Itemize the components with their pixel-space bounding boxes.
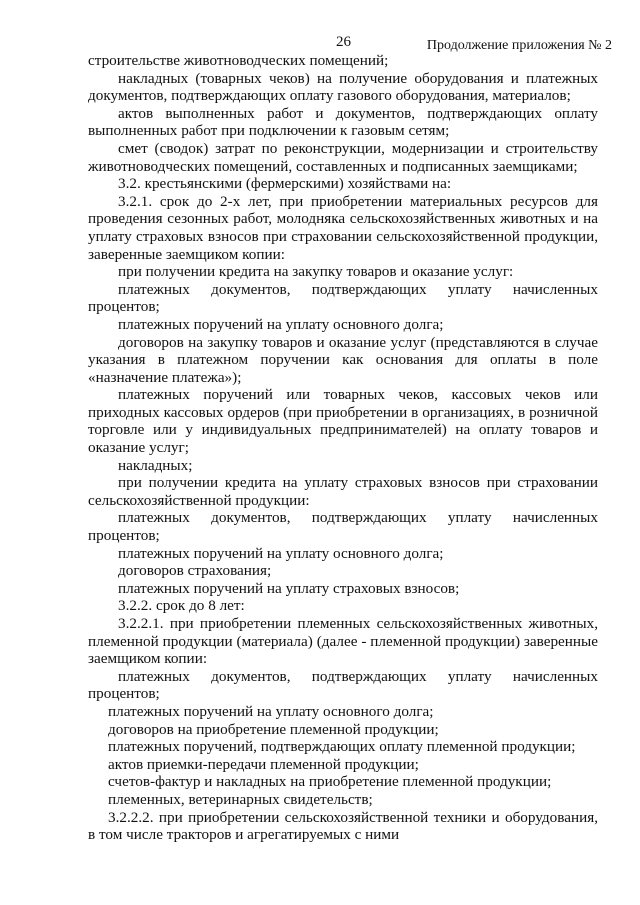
paragraph: счетов-фактур и накладных на приобретение племенной продукции; xyxy=(108,773,552,791)
paragraph: 3.2.2.1. при приобретении племенных сельскохозяйственных животных, племенной продукции (материала) (далее - племенной продукции) заверенные заемщиком копии: xyxy=(88,615,598,668)
paragraph: актов приемки-передачи племенной продукции; xyxy=(108,755,419,773)
paragraph: актов выполненных работ и документов, подтверждающих оплату выполненных работ при подключении к газовым сетям; xyxy=(88,104,598,140)
paragraph: платежных документов, подтверждающих уплату начисленных процентов; xyxy=(88,667,598,703)
paragraph: платежных поручений на уплату основного долга; xyxy=(108,702,434,720)
paragraph: договоров на приобретение племенной продукции; xyxy=(108,720,439,738)
paragraph: накладных (товарных чеков) на получение оборудования и платежных документов, подтверждающих оплату газового оборудования, материалов; xyxy=(88,69,598,105)
paragraph: 3.2.2.2. при приобретении сельскохозяйственной техники и оборудования, в том числе тракторов и агрегатируемых с ними xyxy=(88,808,598,844)
paragraph: платежных поручений или товарных чеков, кассовых чеков или приходных кассовых ордеров (при приобретении в организациях, в розничной торговле или у индивидуальных предпринимателей) на оплату товаров и оказание услуг; xyxy=(88,386,598,457)
section-heading: 3.2.2. срок до 8 лет: xyxy=(118,597,245,615)
paragraph: платежных поручений на уплату страховых взносов; xyxy=(118,579,460,597)
paragraph: смет (сводок) затрат по реконструкции, модернизации и строительству животноводческих помещений, составленных и подписанных заемщиками; xyxy=(88,139,598,175)
paragraph: при получении кредита на уплату страховых взносов при страховании сельскохозяйственной продукции: xyxy=(88,474,598,509)
paragraph: договоров страхования; xyxy=(118,562,272,580)
paragraph: платежных документов, подтверждающих уплату начисленных процентов; xyxy=(88,280,598,316)
section-heading: 3.2. крестьянскими (фермерскими) хозяйствами на: xyxy=(118,175,452,193)
paragraph: платежных поручений на уплату основного долга; xyxy=(118,544,444,562)
paragraph: платежных документов, подтверждающих уплату начисленных процентов; xyxy=(88,509,598,545)
paragraph: 3.2.1. срок до 2-х лет, при приобретении материальных ресурсов для проведения сезонных работ, молодняка сельскохозяйственных животных и на уплату страховых взносов при страховании сельскохозяйственной продукции, заверенные заемщиком копии: xyxy=(88,192,598,263)
appendix-note: Продолжение приложения № 2 xyxy=(426,38,612,53)
paragraph: племенных, ветеринарных свидетельств; xyxy=(108,790,373,808)
paragraph: договоров на закупку товаров и оказание услуг (представляются в случае указания в платежном поручении как основания для оплаты в поле «назначение платежа»); xyxy=(88,333,598,386)
paragraph: платежных поручений, подтверждающих оплату племенной продукции; xyxy=(108,738,576,756)
paragraph: накладных; xyxy=(118,456,193,474)
paragraph: строительстве животноводческих помещений; xyxy=(88,52,389,69)
paragraph: платежных поручений на уплату основного долга; xyxy=(118,315,444,333)
paragraph: при получении кредита на закупку товаров и оказание услуг: xyxy=(118,263,514,281)
document-body xyxy=(88,52,598,844)
page-number: 26 xyxy=(336,34,351,50)
